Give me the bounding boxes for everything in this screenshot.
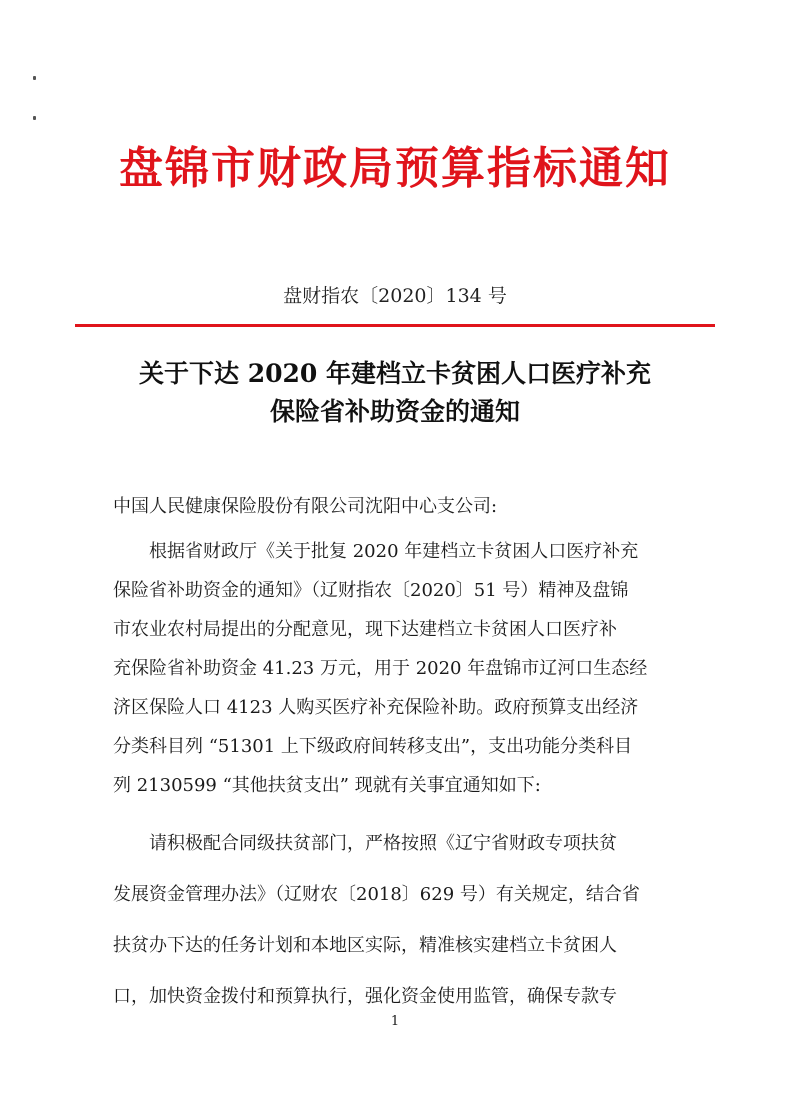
paragraph-2 — [113, 818, 693, 1022]
paragraph-line: 发展资金管理办法》（辽财农〔2018〕629 号）有关规定，结合省 — [113, 884, 640, 905]
title-line: 保险省补助资金的通知 — [269, 397, 520, 426]
document-number: 盘财指农〔2020〕134 号 — [283, 285, 507, 307]
notice-title — [95, 355, 695, 431]
paragraph-line: 保险省补助资金的通知》（辽财指农〔2020〕51 号）精神及盘锦 — [113, 580, 629, 601]
page-number: 1 — [390, 1014, 400, 1029]
red-divider-line — [75, 324, 715, 327]
paragraph-line: 根据省财政厅《关于批复 2020 年建档立卡贫困人口医疗补充 — [149, 541, 639, 562]
scan-speck — [33, 76, 36, 80]
paragraph-line: 市农业农村局提出的分配意见，现下达建档立卡贫困人口医疗补 — [113, 619, 617, 640]
paragraph-line: 请积极配合同级扶贫部门，严格按照《辽宁省财政专项扶贫 — [149, 833, 617, 854]
paragraph-line: 分类科目列 “51301 上下级政府间转移支出”，支出功能分类科目 — [113, 736, 633, 757]
paragraph-1 — [113, 532, 693, 805]
salutation: 中国人民健康保险股份有限公司沈阳中心支公司: — [113, 496, 498, 517]
paragraph-line: 济区保险人口 4123 人购买医疗补充保险补助。政府预算支出经济 — [113, 697, 639, 718]
paragraph-line: 列 2130599 “其他扶贫支出” 现就有关事宜通知如下: — [113, 775, 541, 796]
paragraph-line: 充保险省补助资金 41.23 万元，用于 2020 年盘锦市辽河口生态经 — [113, 658, 648, 679]
paragraph-line: 口，加快资金拨付和预算执行，强化资金使用监管，确保专款专 — [113, 986, 617, 1007]
title-line: 关于下达 2020 年建档立卡贫困人口医疗补充 — [139, 359, 651, 388]
paragraph-line: 扶贫办下达的任务计划和本地区实际，精准核实建档立卡贫困人 — [113, 935, 617, 956]
masthead-title: 盘锦市财政局预算指标通知 — [119, 143, 671, 194]
scan-speck — [33, 116, 36, 120]
